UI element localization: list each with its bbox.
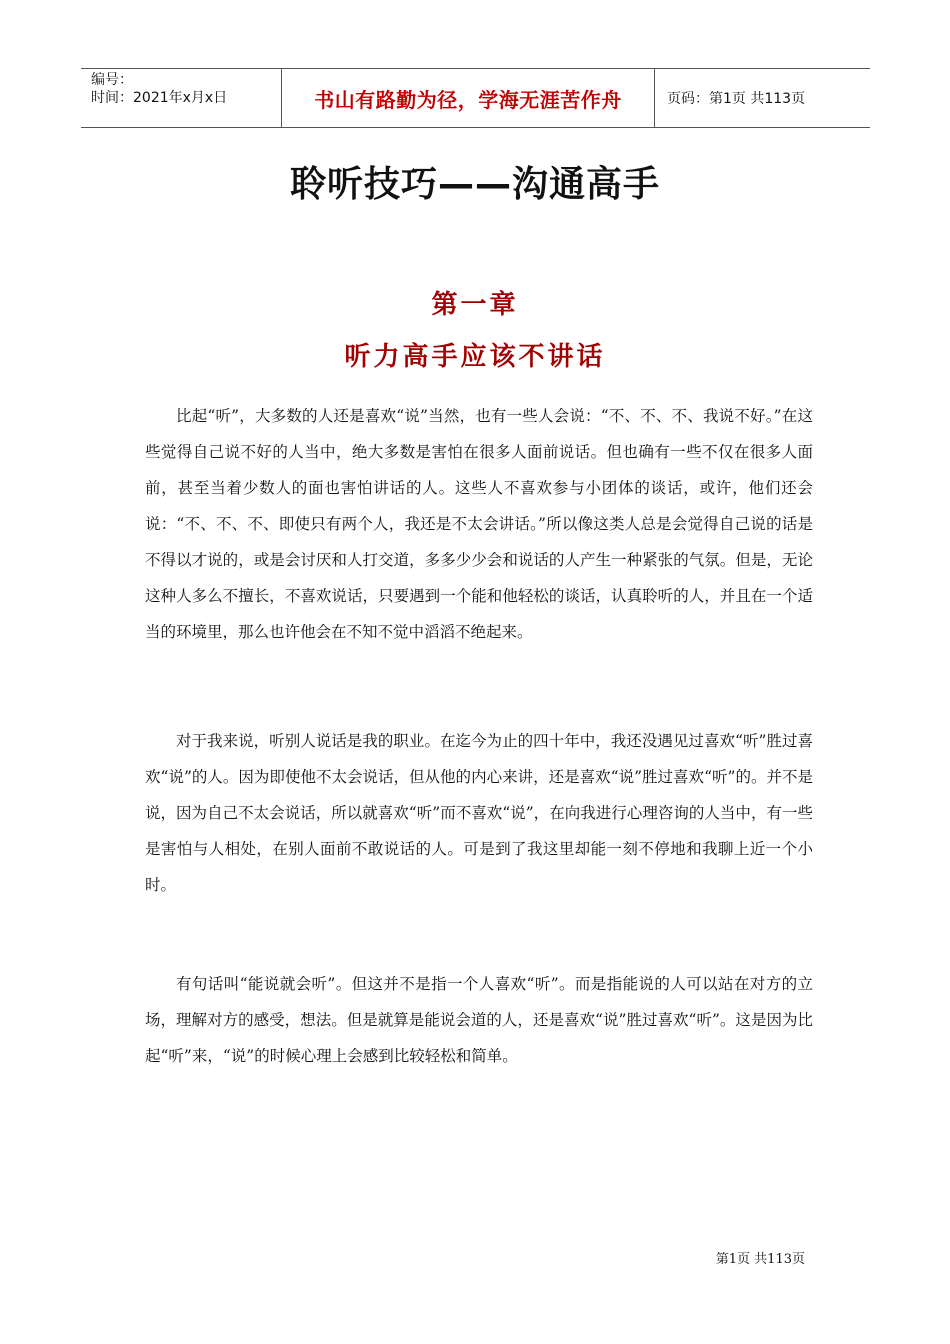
- header-table: [81, 68, 870, 128]
- document-title: 聆听技巧——沟通高手: [289, 164, 660, 205]
- header-page-info: 页码：第1页 共113页: [667, 91, 806, 107]
- header-meta-cell: [81, 69, 281, 127]
- footer-page-number: 第1页 共113页: [715, 1252, 805, 1267]
- document-number-label: 编号：: [91, 72, 133, 88]
- chapter-number: 第一章: [431, 290, 519, 320]
- chapter-title: 听力高手应该不讲话: [344, 342, 606, 372]
- body-paragraph: 对于我来说，听别人说话是我的职业。在迄今为止的四十年中，我还没遇见过喜欢“听”胜过喜欢“说”的人。因为即使他不太会说话，但从他的内心来讲，还是喜欢“说”胜过喜欢“听”的。并不是说，因为自己不太会说话，所以就喜欢“听”而不喜欢“说”，在向我进行心理咨询的人当中，有一些是害怕与人相处，在别人面前不敢说话的人。可是到了我这里却能一刻不停地和我聊上近一个小时。: [145, 732, 813, 894]
- document-date-label: 时间：2021年x月x日: [91, 90, 228, 106]
- header-motto: 书山有路勤为径，学海无涯苦作舟: [281, 69, 655, 127]
- body-paragraph: 有句话叫“能说就会听”。但这并不是指一个人喜欢“听”。而是指能说的人可以站在对方的立场，理解对方的感受，想法。但是就算是能说会道的人，还是喜欢“说”胜过喜欢“听”。这是因为比起“听”来，“说”的时候心理上会感到比较轻松和简单。: [145, 975, 813, 1065]
- body-paragraph: 比起“听”，大多数的人还是喜欢“说”当然，也有一些人会说：“不、不、不、我说不好。”在这些觉得自己说不好的人当中，绝大多数是害怕在很多人面前说话。但也确有一些不仅在很多人面前，甚至当着少数人的面也害怕讲话的人。这些人不喜欢参与小团体的谈话，或许，他们还会说：“不、不、不、即使只有两个人，我还是不太会讲话。”所以像这类人总是会觉得自己说的话是不得以才说的，或是会讨厌和人打交道，多多少少会和说话的人产生一种紧张的气氛。但是，无论这种人多么不擅长，不喜欢说话，只要遇到一个能和他轻松的谈话，认真聆听的人，并且在一个适当的环境里，那么也许他会在不知不觉中滔滔不绝起来。: [145, 407, 813, 641]
